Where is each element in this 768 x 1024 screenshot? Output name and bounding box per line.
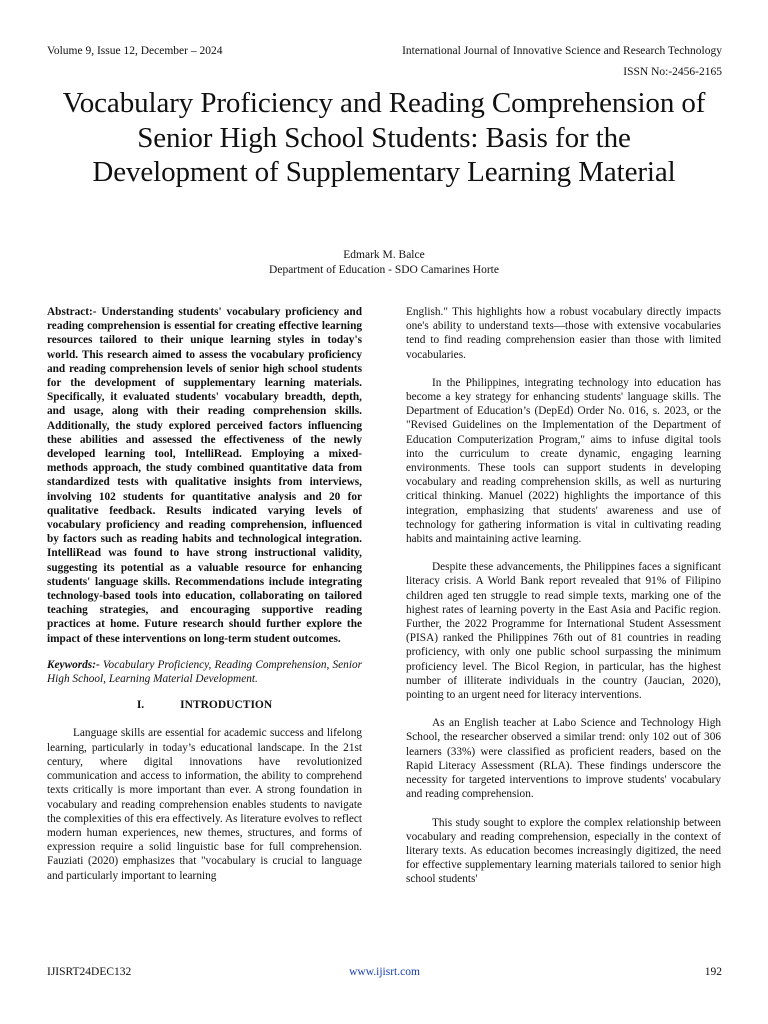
author-name: Edmark M. Balce (343, 249, 425, 261)
keywords-text: Vocabulary Proficiency, Reading Comprehension, Senior High School, Learning Material Development. (47, 658, 362, 686)
right-column (406, 305, 721, 887)
keywords-label: Keywords:- (47, 658, 100, 671)
abstract: Abstract:- Understanding students' vocabulary proficiency and reading comprehension is essential for creating effective learning resources tailored to their unique learning styles in today's world. This research aimed to assess the vocabulary proficiency and reading comprehension levels of senior high school students for the development of supplementary learning materials. Specifically, it evaluated students' vocabulary breadth, depth, and usage, along with their reading comprehension skills. Additionally, the study explored perceived factors influencing these abilities and assessed the effectiveness of the newly developed learning tool, IntelliRead. Employing a mixed-methods approach, the study combined quantitative data from standardized tests with qualitative insights from interviews, involving 102 students for quantitative analysis and 20 for qualitative feedback. Results indicated varying levels of vocabulary proficiency and reading comprehension, influenced by factors such as reading habits and technological integration. IntelliRead was found to have strong instructional validity, suggesting its potential as a valuable resource for enhancing students' language skills. Recommendations include integrating technology-based tools into education, collaborating on tailored teaching strategies, and encouraging supportive reading practices at home. Future research should further explore the impact of these interventions on long-term student outcomes. (47, 306, 362, 645)
body-paragraph: English." This highlights how a robust vocabulary directly impacts one's ability to understand texts—those with extensive vocabularies tend to find reading comprehension easier than those with limited vocabularies. (406, 306, 721, 361)
section-number: I. (136, 699, 145, 712)
section-title: INTRODUCTION (180, 699, 273, 712)
article-code: IJISRT24DEC132 (47, 966, 132, 978)
body-paragraph: Despite these advancements, the Philippines faces a significant literacy crisis. A World Bank report revealed that 91% of Filipino children aged ten struggle to read simple texts, marking one of the highest rates of learning poverty in the East Asia and Pacific region. Further, the 2022 Programme for International Student Assessment (PISA) ranked the Philippines 76th out of 81 countries in reading proficiency, with only one public school surpassing the minimum proficiency level. The Bicol Region, in particular, has the highest number of illiterate individuals in the country (Jaucian, 2020), pointing to an urgent need for literacy interventions. (406, 561, 721, 702)
body-paragraph: As an English teacher at Labo Science and Technology High School, the researcher observed a similar trend: only 102 out of 306 learners (33%) were classified as proficient readers, based on the Rapid Literacy Assessment (RLA). These findings underscore the necessity for targeted interventions to improve students' vocabulary and reading comprehension. (406, 717, 721, 801)
author-affiliation: Department of Education - SDO Camarines Horte (269, 263, 499, 276)
body-paragraph: In the Philippines, integrating technology into education has become a key strategy for enhancing students' language skills. The Department of Education’s (DepEd) Order No. 016, s. 2023, or the "Revised Guidelines on the Implementation of the Department of Education Computerization Program," aims to infuse digital tools into the curriculum to create dynamic, engaging learning environments. These tools can support students in developing vocabulary and reading comprehension skills, as well as nurturing critical thinking. Manuel (2022) highlights the importance of this integration, emphasizing that students' awareness and use of technology for gathering information is vital in cultivating reading habits and maintaining active learning. (406, 376, 721, 546)
website-link[interactable]: www.ijisrt.com (349, 966, 420, 978)
volume-issue: Volume 9, Issue 12, December – 2024 (47, 45, 223, 57)
body-paragraph: This study sought to explore the complex relationship between vocabulary and reading comprehension, especially in the context of literary texts. As education becomes increasingly digitized, the need for effective supplementary learning materials tailored to senior high school students' (406, 816, 721, 886)
left-column (47, 305, 362, 883)
journal-name: International Journal of Innovative Science and Research Technology (402, 45, 722, 57)
issn-number: ISSN No:-2456-2165 (623, 66, 722, 78)
body-paragraph: Language skills are essential for academic success and lifelong learning, particularly in today’s educational landscape. In the 21st century, where digital innovations have revolutionized communication and access to information, the ability to comprehend texts critically is more important than ever. A strong foundation in vocabulary and reading comprehension enables students to navigate the complexities of this era effectively. As literature evolves to reflect modern human experiences, new themes, structures, and forms of expression require a solid linguistic base for full comprehension. Fauziati (2020) emphasizes that "vocabulary is crucial to language and particularly important to learning (47, 727, 362, 882)
keywords (47, 658, 362, 686)
paper-title: Vocabulary Proficiency and Reading Comprehension of Senior High School Students: Basis for the Development of Supplementary Learning Material (62, 87, 706, 188)
author-block (0, 248, 768, 277)
section-heading-introduction (47, 698, 362, 712)
page-number: 192 (704, 966, 722, 978)
